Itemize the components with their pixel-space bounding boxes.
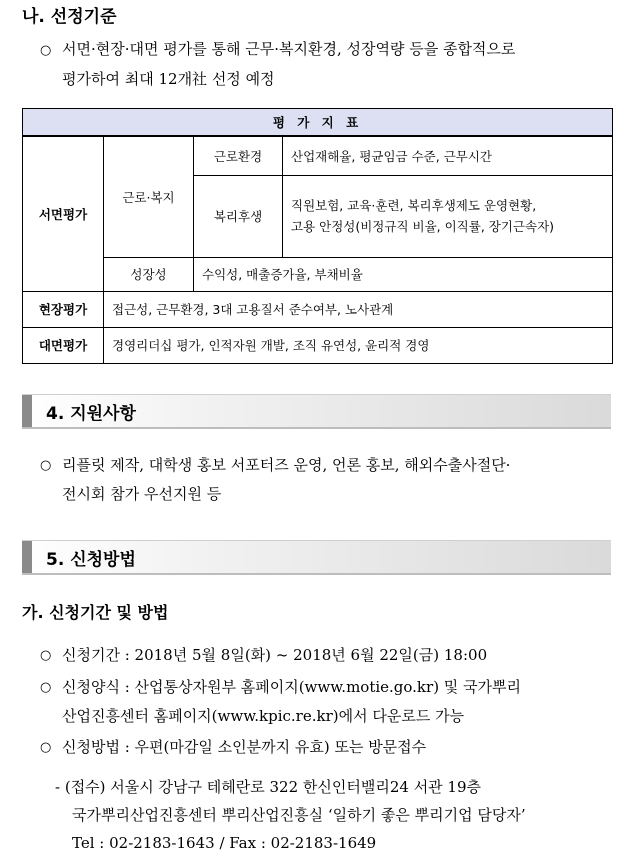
apply-form-line-2: 산업진흥센터 홈페이지(www.kpic.re.kr)에서 다운로드 가능 xyxy=(62,707,465,725)
section-marker xyxy=(22,395,32,427)
support-line-2: 전시회 참가 우선지원 등 xyxy=(62,485,222,503)
bullet-icon: ○ xyxy=(40,458,52,473)
interview-items: 경영리더십 평가, 인적자원 개발, 조직 유연성, 윤리적 경영 xyxy=(104,327,613,363)
welfare-items-line-2: 고용 안정성(비정규직 비율, 이직률, 장기근속자) xyxy=(291,219,555,234)
bullet-icon: ○ xyxy=(40,680,52,695)
onsite-eval-label: 현장평가 xyxy=(23,291,104,327)
address-line-2: 국가뿌리산업진흥센터 뿌리산업진흥실 ‘일하기 좋은 뿌리기업 담당자’ xyxy=(72,806,526,824)
written-eval-label: 서면평가 xyxy=(23,136,104,291)
criteria-line-2: 평가하여 최대 12개社 선정 예정 xyxy=(62,70,275,88)
section-na-title: 나. 선정기준 xyxy=(22,7,117,27)
apply-subtitle: 가. 신청기간 및 방법 xyxy=(22,603,169,622)
table-header: 평 가 지 표 xyxy=(23,109,613,137)
bullet-icon: ○ xyxy=(40,648,52,663)
address-line-1: - (접수) 서울시 강남구 테헤란로 322 한신인터밸리24 서관 19층 xyxy=(55,778,482,796)
welfare-label: 복리후생 xyxy=(194,175,283,257)
bullet-icon: ○ xyxy=(40,43,52,58)
growth-items: 수익성, 매출증가율, 부채비율 xyxy=(194,257,613,291)
apply-form-line-1: 신청양식 : 산업통상자원부 홈페이지(www.motie.go.kr) 및 국가뿌리 xyxy=(62,678,522,696)
apply-method: 신청방법 : 우편(마감일 소인분까지 유효) 또는 방문접수 xyxy=(62,738,427,756)
welfare-items xyxy=(283,175,613,257)
work-welfare-label: 근로·복지 xyxy=(104,136,194,257)
section-marker xyxy=(22,541,32,573)
growth-label: 성장성 xyxy=(104,257,194,291)
welfare-items-line-1: 직원보험, 교육·훈련, 복리후생제도 운영현황, xyxy=(291,198,537,213)
contact-line: Tel : 02-2183-1643 / Fax : 02-2183-1649 xyxy=(72,834,377,852)
onsite-items: 접근성, 근무환경, 3대 고용질서 준수여부, 노사관계 xyxy=(104,291,613,327)
apply-period: 신청기간 : 2018년 5월 8일(화) ~ 2018년 6월 22일(금) 18:00 xyxy=(62,646,488,664)
work-env-items: 산업재해율, 평균임금 수준, 근무시간 xyxy=(283,136,613,175)
interview-eval-label: 대면평가 xyxy=(23,327,104,363)
criteria-line-1: 서면·현장·대면 평가를 통해 근무·복지환경, 성장역량 등을 종합적으로 xyxy=(62,40,516,58)
section-4-header xyxy=(22,394,611,429)
evaluation-table xyxy=(22,108,613,364)
section-5-header xyxy=(22,540,611,575)
support-line-1: 리플릿 제작, 대학생 홍보 서포터즈 운영, 언론 홍보, 해외수출사절단· xyxy=(62,456,511,474)
section-4-title: 4. 지원사항 xyxy=(46,404,136,424)
bullet-icon: ○ xyxy=(40,740,52,755)
work-env-label: 근로환경 xyxy=(194,136,283,175)
section-5-title: 5. 신청방법 xyxy=(46,550,136,570)
